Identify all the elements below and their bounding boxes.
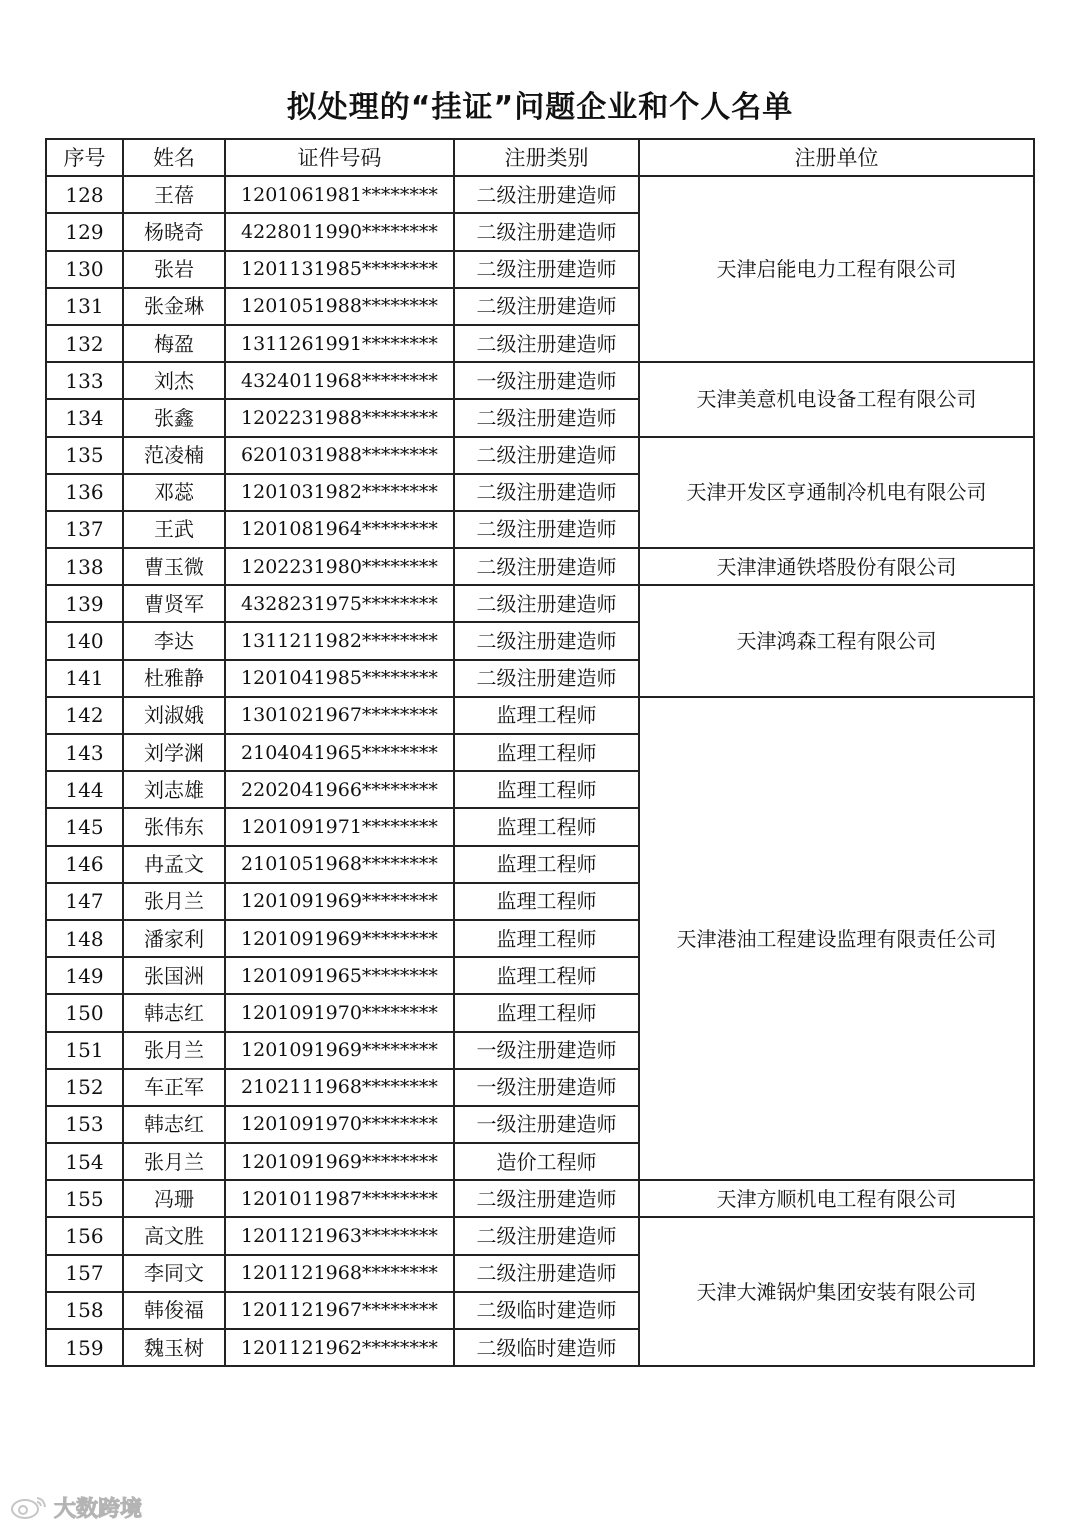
row-number-cell: 158 (46, 1292, 123, 1329)
person-name-cell: 刘杰 (123, 362, 225, 399)
id-number-cell: 2102111968******** (225, 1069, 454, 1106)
registration-category-cell: 二级临时建造师 (454, 1292, 639, 1329)
registration-category-cell: 二级注册建造师 (454, 399, 639, 436)
registration-category-cell: 一级注册建造师 (454, 1106, 639, 1143)
registration-category-cell: 造价工程师 (454, 1143, 639, 1180)
row-number-cell: 132 (46, 325, 123, 362)
table-body (46, 176, 1034, 1366)
person-name-cell: 杨晓奇 (123, 213, 225, 250)
registration-category-cell: 监理工程师 (454, 957, 639, 994)
id-number-cell: 2104041965******** (225, 734, 454, 771)
id-number-cell: 1201091969******** (225, 920, 454, 957)
person-name-cell: 王蓓 (123, 176, 225, 213)
registration-category-cell: 监理工程师 (454, 734, 639, 771)
id-number-cell: 1201091969******** (225, 883, 454, 920)
person-name-cell: 张月兰 (123, 883, 225, 920)
row-number-cell: 136 (46, 474, 123, 511)
row-number-cell: 146 (46, 846, 123, 883)
person-name-cell: 王武 (123, 511, 225, 548)
registration-category-cell: 二级注册建造师 (454, 622, 639, 659)
id-number-cell: 1201121962******** (225, 1329, 454, 1366)
person-name-cell: 车正军 (123, 1069, 225, 1106)
id-number-cell: 1201091971******** (225, 808, 454, 845)
id-number-cell: 1202231988******** (225, 399, 454, 436)
person-name-cell: 张岩 (123, 251, 225, 288)
registered-organization-cell: 天津大滩锅炉集团安装有限公司 (639, 1217, 1034, 1366)
row-number-cell: 128 (46, 176, 123, 213)
registration-category-cell: 二级注册建造师 (454, 251, 639, 288)
registration-category-cell: 二级注册建造师 (454, 585, 639, 622)
id-number-cell: 6201031988******** (225, 437, 454, 474)
row-number-cell: 139 (46, 585, 123, 622)
registration-category-cell: 二级注册建造师 (454, 511, 639, 548)
id-number-cell: 1201091969******** (225, 1143, 454, 1180)
person-name-cell: 张金琳 (123, 288, 225, 325)
registration-category-cell: 监理工程师 (454, 697, 639, 734)
column-header-organization: 注册单位 (639, 139, 1034, 176)
person-name-cell: 曹贤军 (123, 585, 225, 622)
row-number-cell: 150 (46, 994, 123, 1031)
registration-category-cell: 监理工程师 (454, 994, 639, 1031)
registered-organization-cell: 天津启能电力工程有限公司 (639, 176, 1034, 362)
person-name-cell: 魏玉树 (123, 1329, 225, 1366)
column-header-id-number: 证件号码 (225, 139, 454, 176)
registration-category-cell: 二级注册建造师 (454, 548, 639, 585)
person-name-cell: 韩俊福 (123, 1292, 225, 1329)
registered-organization-cell: 天津港油工程建设监理有限责任公司 (639, 697, 1034, 1180)
person-name-cell: 刘志雄 (123, 771, 225, 808)
weibo-logo-icon (10, 1494, 48, 1520)
id-number-cell: 1311261991******** (225, 325, 454, 362)
column-header-name: 姓名 (123, 139, 225, 176)
id-number-cell: 1201011987******** (225, 1180, 454, 1217)
person-name-cell: 韩志红 (123, 1106, 225, 1143)
table-header-row (46, 139, 1034, 176)
id-number-cell: 1201091969******** (225, 1032, 454, 1069)
column-header-category: 注册类别 (454, 139, 639, 176)
id-number-cell: 1301021967******** (225, 697, 454, 734)
person-name-cell: 梅盈 (123, 325, 225, 362)
registered-organization-cell: 天津开发区亨通制冷机电有限公司 (639, 437, 1034, 549)
id-number-cell: 2202041966******** (225, 771, 454, 808)
person-name-cell: 李达 (123, 622, 225, 659)
person-name-cell: 曹玉微 (123, 548, 225, 585)
person-name-cell: 张月兰 (123, 1032, 225, 1069)
registration-category-cell: 二级注册建造师 (454, 176, 639, 213)
person-name-cell: 张伟东 (123, 808, 225, 845)
table-row (46, 697, 1034, 734)
registration-category-cell: 一级注册建造师 (454, 1069, 639, 1106)
person-name-cell: 潘家利 (123, 920, 225, 957)
row-number-cell: 159 (46, 1329, 123, 1366)
id-number-cell: 1311211982******** (225, 622, 454, 659)
person-name-cell: 冯珊 (123, 1180, 225, 1217)
id-number-cell: 1201061981******** (225, 176, 454, 213)
person-name-cell: 张月兰 (123, 1143, 225, 1180)
row-number-cell: 129 (46, 213, 123, 250)
registration-category-cell: 二级注册建造师 (454, 213, 639, 250)
watermark-text: 大数跨境 (54, 1496, 143, 1522)
column-header-number: 序号 (46, 139, 123, 176)
table-row (46, 585, 1034, 622)
id-number-cell: 1202231980******** (225, 548, 454, 585)
id-number-cell: 2101051968******** (225, 846, 454, 883)
registration-category-cell: 二级临时建造师 (454, 1329, 639, 1366)
registration-category-cell: 监理工程师 (454, 771, 639, 808)
table-row (46, 176, 1034, 213)
registered-organization-cell: 天津方顺机电工程有限公司 (639, 1180, 1034, 1217)
person-name-cell: 李同文 (123, 1255, 225, 1292)
person-name-cell: 高文胜 (123, 1217, 225, 1254)
person-name-cell: 刘淑娥 (123, 697, 225, 734)
row-number-cell: 156 (46, 1217, 123, 1254)
id-number-cell: 1201091970******** (225, 1106, 454, 1143)
registration-category-cell: 一级注册建造师 (454, 362, 639, 399)
registered-organization-cell: 天津鸿森工程有限公司 (639, 585, 1034, 697)
watermark (10, 1492, 142, 1522)
id-number-cell: 1201131985******** (225, 251, 454, 288)
person-name-cell: 刘学渊 (123, 734, 225, 771)
row-number-cell: 138 (46, 548, 123, 585)
row-number-cell: 135 (46, 437, 123, 474)
roster-table (45, 138, 1035, 1367)
row-number-cell: 151 (46, 1032, 123, 1069)
row-number-cell: 134 (46, 399, 123, 436)
id-number-cell: 4228011990******** (225, 213, 454, 250)
row-number-cell: 144 (46, 771, 123, 808)
row-number-cell: 141 (46, 660, 123, 697)
registered-organization-cell: 天津津通铁塔股份有限公司 (639, 548, 1034, 585)
id-number-cell: 4324011968******** (225, 362, 454, 399)
row-number-cell: 147 (46, 883, 123, 920)
table-row (46, 1180, 1034, 1217)
row-number-cell: 142 (46, 697, 123, 734)
table-row (46, 437, 1034, 474)
person-name-cell: 韩志红 (123, 994, 225, 1031)
row-number-cell: 155 (46, 1180, 123, 1217)
person-name-cell: 范凌楠 (123, 437, 225, 474)
id-number-cell: 1201041985******** (225, 660, 454, 697)
registration-category-cell: 监理工程师 (454, 920, 639, 957)
registration-category-cell: 二级注册建造师 (454, 1255, 639, 1292)
row-number-cell: 157 (46, 1255, 123, 1292)
id-number-cell: 4328231975******** (225, 585, 454, 622)
row-number-cell: 131 (46, 288, 123, 325)
table-row (46, 548, 1034, 585)
row-number-cell: 154 (46, 1143, 123, 1180)
registration-category-cell: 二级注册建造师 (454, 1180, 639, 1217)
row-number-cell: 130 (46, 251, 123, 288)
table-row (46, 362, 1034, 399)
row-number-cell: 148 (46, 920, 123, 957)
id-number-cell: 1201121967******** (225, 1292, 454, 1329)
person-name-cell: 冉孟文 (123, 846, 225, 883)
row-number-cell: 152 (46, 1069, 123, 1106)
id-number-cell: 1201031982******** (225, 474, 454, 511)
page-title: 拟处理的“挂证”问题企业和个人名单 (286, 90, 794, 125)
person-name-cell: 杜雅静 (123, 660, 225, 697)
row-number-cell: 149 (46, 957, 123, 994)
registration-category-cell: 二级注册建造师 (454, 474, 639, 511)
registration-category-cell: 监理工程师 (454, 808, 639, 845)
row-number-cell: 153 (46, 1106, 123, 1143)
registration-category-cell: 监理工程师 (454, 846, 639, 883)
person-name-cell: 张国洲 (123, 957, 225, 994)
registration-category-cell: 二级注册建造师 (454, 325, 639, 362)
registered-organization-cell: 天津美意机电设备工程有限公司 (639, 362, 1034, 436)
row-number-cell: 143 (46, 734, 123, 771)
person-name-cell: 邓蕊 (123, 474, 225, 511)
id-number-cell: 1201091970******** (225, 994, 454, 1031)
row-number-cell: 137 (46, 511, 123, 548)
row-number-cell: 145 (46, 808, 123, 845)
table-row (46, 1217, 1034, 1254)
person-name-cell: 张鑫 (123, 399, 225, 436)
registration-category-cell: 一级注册建造师 (454, 1032, 639, 1069)
id-number-cell: 1201081964******** (225, 511, 454, 548)
registration-category-cell: 监理工程师 (454, 883, 639, 920)
registration-category-cell: 二级注册建造师 (454, 1217, 639, 1254)
row-number-cell: 140 (46, 622, 123, 659)
registration-category-cell: 二级注册建造师 (454, 437, 639, 474)
id-number-cell: 1201091965******** (225, 957, 454, 994)
row-number-cell: 133 (46, 362, 123, 399)
registration-category-cell: 二级注册建造师 (454, 288, 639, 325)
id-number-cell: 1201051988******** (225, 288, 454, 325)
id-number-cell: 1201121963******** (225, 1217, 454, 1254)
registration-category-cell: 二级注册建造师 (454, 660, 639, 697)
id-number-cell: 1201121968******** (225, 1255, 454, 1292)
